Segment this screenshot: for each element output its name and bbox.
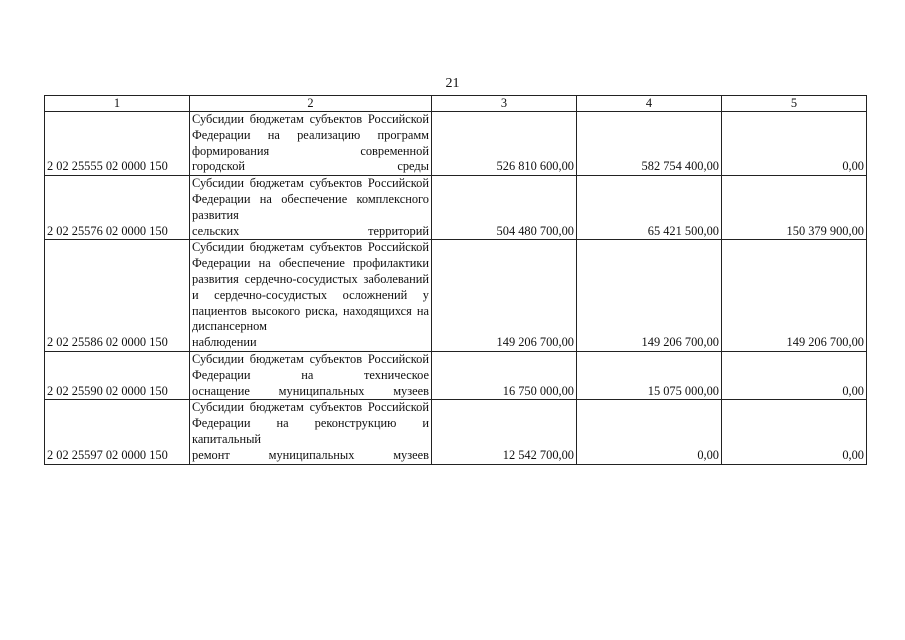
- description-line: Российской Федерации: [192, 400, 429, 431]
- amount-col-3: 526 810 600,00: [432, 112, 577, 176]
- amount-col-4: 0,00: [577, 400, 722, 464]
- header-cell-5: 5: [722, 96, 867, 112]
- header-cell-1: 1: [45, 96, 190, 112]
- amount-col-3: 504 480 700,00: [432, 176, 577, 240]
- budget-code: 2 02 25576 02 0000 150: [45, 176, 190, 240]
- table-row: [45, 240, 867, 352]
- table-row: [45, 176, 867, 240]
- amount-col-5: 0,00: [722, 400, 867, 464]
- budget-code: 2 02 25555 02 0000 150: [45, 112, 190, 176]
- description-line: обеспечение профилактики развития: [192, 256, 429, 286]
- amount-col-3: 12 542 700,00: [432, 400, 577, 464]
- amount-col-4: 582 754 400,00: [577, 112, 722, 176]
- description-line: находящихся на диспансерном: [192, 303, 429, 334]
- table-row: [45, 400, 867, 464]
- description: [190, 176, 432, 240]
- description-line: на реконструкцию и капитальный: [192, 416, 429, 446]
- description-line: обеспечение комплексного развития: [192, 191, 429, 222]
- description-line: Субсидии бюджетам субъектов: [192, 240, 363, 255]
- amount-col-3: 149 206 700,00: [432, 240, 577, 352]
- description-line: ремонт муниципальных музеев: [192, 447, 429, 462]
- table-row: [45, 112, 867, 176]
- description-line: программ формирования современной: [192, 127, 429, 158]
- amount-col-3: 16 750 000,00: [432, 351, 577, 399]
- description-line: сельских территорий: [192, 223, 429, 238]
- description: [190, 400, 432, 464]
- page-number: 21: [445, 76, 460, 91]
- header-cell-3: 3: [432, 96, 577, 112]
- description-line: Субсидии бюджетам субъектов: [192, 176, 363, 191]
- budget-code: 2 02 25586 02 0000 150: [45, 240, 190, 352]
- budget-table: [44, 95, 867, 465]
- description-line: Российской Федерации на реализацию: [192, 112, 429, 142]
- description-line: наблюдении: [192, 335, 257, 350]
- description-line: Субсидии бюджетам субъектов: [192, 112, 363, 126]
- description-line: пациентов высокого риска,: [192, 303, 338, 318]
- description: [190, 351, 432, 399]
- amount-col-4: 15 075 000,00: [577, 351, 722, 399]
- description-line: Российской Федерации на: [192, 240, 429, 271]
- description-line: сердечно-сосудистых осложнений у: [214, 287, 429, 302]
- table-row: [45, 351, 867, 399]
- description-line: Субсидии бюджетам субъектов: [192, 400, 363, 415]
- budget-code: 2 02 25590 02 0000 150: [45, 351, 190, 399]
- description-line: городской среды: [192, 159, 429, 174]
- description-line: Субсидии бюджетам субъектов: [192, 351, 363, 366]
- description-line: сердечно-сосудистых заболеваний и: [192, 271, 429, 302]
- description: [190, 112, 432, 176]
- amount-col-4: 149 206 700,00: [577, 240, 722, 352]
- header-row: [45, 96, 867, 112]
- budget-code: 2 02 25597 02 0000 150: [45, 400, 190, 464]
- amount-col-5: 149 206 700,00: [722, 240, 867, 352]
- description-line: Российской Федерации на техническое: [192, 351, 429, 382]
- amount-col-5: 150 379 900,00: [722, 176, 867, 240]
- header-cell-2: 2: [190, 96, 432, 112]
- amount-col-5: 0,00: [722, 112, 867, 176]
- description: [190, 240, 432, 352]
- amount-col-4: 65 421 500,00: [577, 176, 722, 240]
- description-line: оснащение муниципальных музеев: [192, 383, 429, 398]
- description-line: Российской Федерации на: [192, 176, 429, 206]
- amount-col-5: 0,00: [722, 351, 867, 399]
- header-cell-4: 4: [577, 96, 722, 112]
